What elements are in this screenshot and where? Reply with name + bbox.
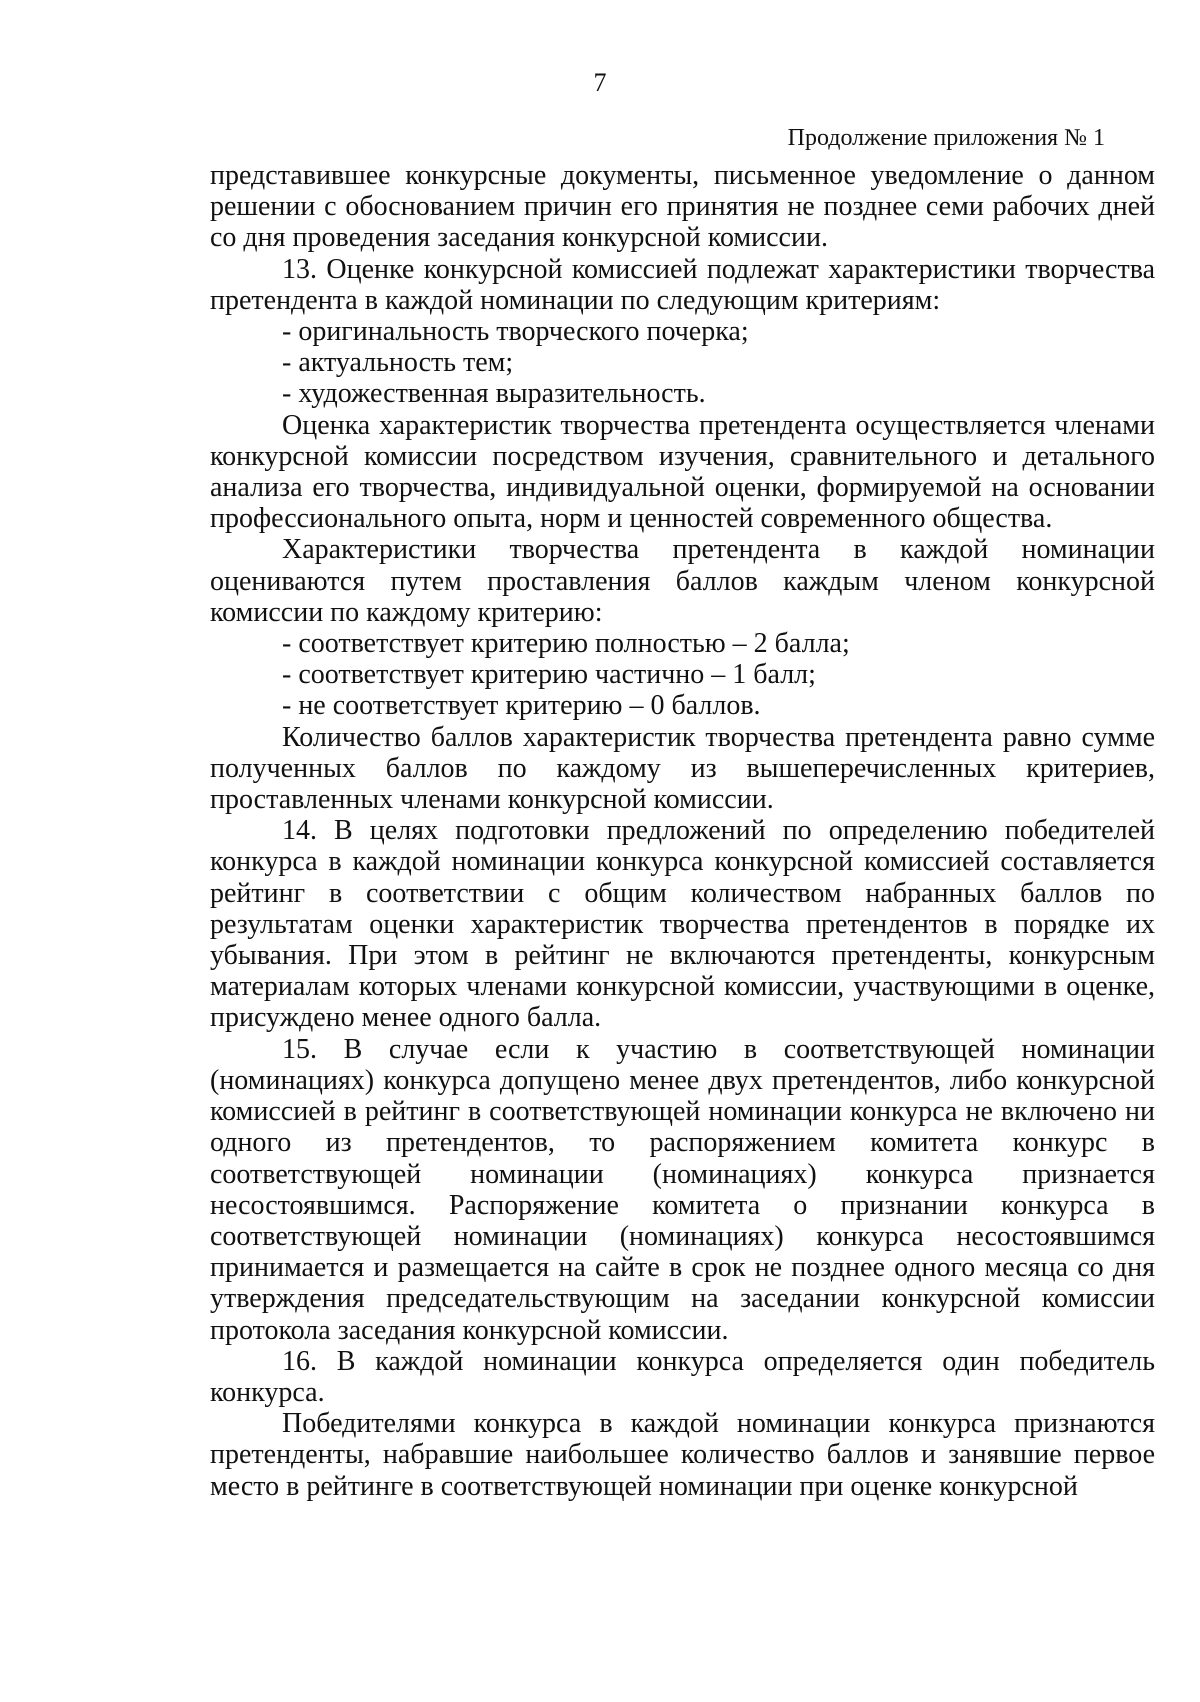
- page-number: 7: [593, 68, 607, 97]
- criterion-item: - актуальность тем;: [282, 347, 514, 379]
- continuation-header: Продолжение приложения № 1: [787, 125, 1105, 151]
- paragraph-15: 15. В случае если к участию в соответствующей номинации (номинациях) конкурса допущено менее двух претендентов, либо конкурсной комиссией в рейтинг в соответствующей номинации конкурса не включено ни одного из претендентов, то распоряжением комитета конкурс в соответствующей номинации (номинациях) конкурса признается несостоявшимся. Распоряжение комитета о признании конкурса в соответствующей номинации (номинациях) конкурса несостоявшимся принимается и размещается на сайте в срок не позднее одного месяца со дня утверждения председательствующим на заседании конкурсной комиссии протокола заседания конкурсной комиссии.: [210, 1033, 1155, 1346]
- document-body: [210, 160, 1155, 1502]
- paragraph-score-sum: Количество баллов характеристик творчества претендента равно сумме полученных баллов по каждому из вышеперечисленных критериев, проставленных членами конкурсной комиссии.: [210, 721, 1155, 816]
- paragraph-16: 16. В каждой номинации конкурса определяется один победитель конкурса.: [210, 1345, 1155, 1408]
- paragraph-evaluation: Оценка характеристик творчества претендента осуществляется членами конкурсной комиссии посредством изучения, сравнительного и детального анализа его творчества, индивидуальной оценки, формируемой на основании профессионального опыта, норм и ценностей современного общества.: [210, 409, 1155, 535]
- paragraph-winners: Победителями конкурса в каждой номинации конкурса признаются претенденты, набравшие наибольшее количество баллов и занявшие первое место в рейтинге в соответствующей номинации при оценке конкурсной: [210, 1408, 1155, 1502]
- paragraph-scoring: Характеристики творчества претендента в каждой номинации оцениваются путем проставления баллов каждым членом конкурсной комиссии по каждому критерию:: [210, 534, 1155, 628]
- criterion-item: - художественная выразительность.: [282, 378, 706, 410]
- paragraph-1: представившее конкурсные документы, письменное уведомление о данном решении с обоснованием причин его принятия не позднее семи рабочих дней со дня проведения заседания конкурсной комиссии.: [210, 160, 1155, 254]
- score-item: - соответствует критерию частично – 1 балл;: [282, 659, 816, 691]
- score-item: - соответствует критерию полностью – 2 балла;: [282, 628, 850, 660]
- paragraph-13: 13. Оценке конкурсной комиссией подлежат характеристики творчества претендента в каждой номинации по следующим критериям:: [210, 253, 1155, 316]
- criterion-item: - оригинальность творческого почерка;: [282, 316, 749, 348]
- score-item: - не соответствует критерию – 0 баллов.: [282, 690, 761, 722]
- paragraph-14: 14. В целях подготовки предложений по определению победителей конкурса в каждой номинации конкурса конкурсной комиссией составляется рейтинг в соответствии с общим количеством набранных баллов по результатам оценки характеристик творчества претендентов в порядке их убывания. При этом в рейтинг не включаются претенденты, конкурсным материалам которых членами конкурсной комиссии, участвующими в оценке, присуждено менее одного балла.: [210, 815, 1155, 1034]
